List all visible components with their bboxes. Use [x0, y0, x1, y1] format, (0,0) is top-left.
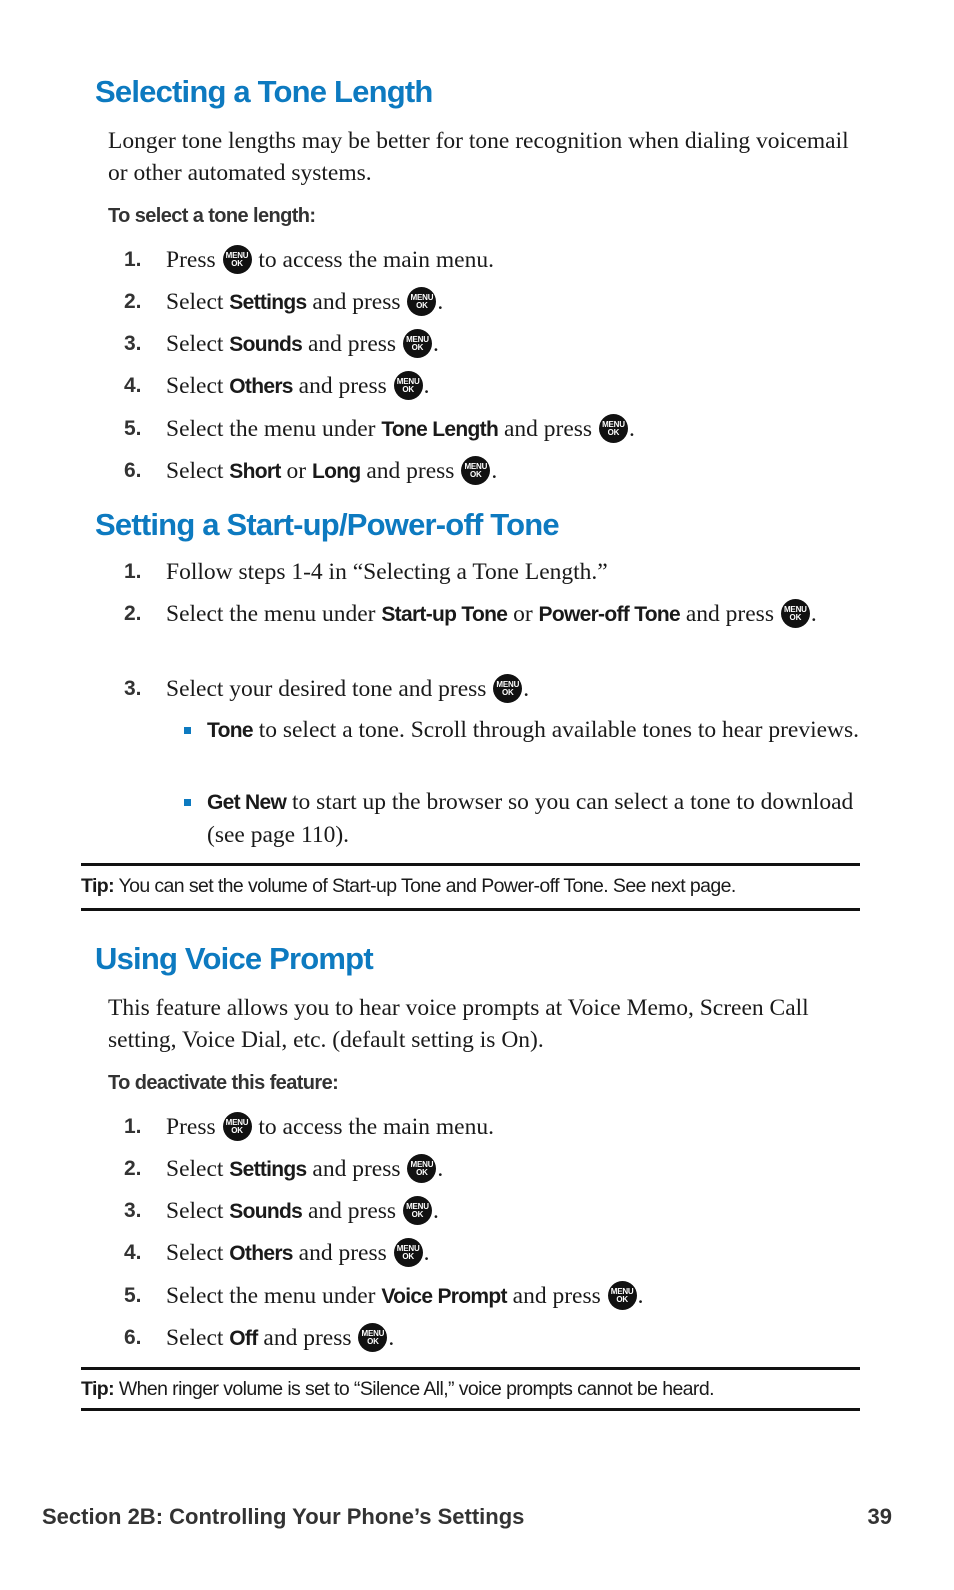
tip-box [81, 1367, 860, 1411]
bullet-square-icon [184, 799, 191, 806]
step-text: Select [166, 289, 224, 315]
step-number: 3. [124, 677, 142, 700]
step-item [124, 598, 860, 631]
step-number: 2. [124, 1157, 142, 1180]
menu-ok-key-icon: MENU OK [403, 329, 432, 358]
intro-voice-prompt: This feature allows you to hear voice prompts at Voice Memo, Screen Call setting, Voice Dial, etc. (default setting is On). [108, 995, 809, 1053]
step-text: and press [298, 1240, 387, 1266]
step-text: and press [366, 458, 455, 484]
step-item [124, 673, 860, 705]
step-text: . [637, 1283, 644, 1309]
step-text: and press [307, 331, 397, 357]
step-item [124, 244, 860, 276]
step-text: to access the main menu. [258, 247, 494, 273]
step-item [124, 328, 860, 361]
menu-option-label: Get New [207, 791, 287, 814]
step-item [124, 1322, 860, 1355]
menu-option-label: Settings [229, 291, 307, 314]
menu-option-label: Settings [229, 1158, 307, 1181]
step-item [124, 370, 860, 403]
bullet-item [184, 786, 860, 851]
step-number: 2. [124, 602, 142, 625]
step-text: Select the menu under [166, 601, 376, 627]
menu-option-label: Others [229, 375, 293, 398]
step-text: Select the menu under [166, 416, 376, 442]
step-number: 5. [124, 1284, 142, 1307]
step-text: Select [166, 458, 224, 484]
step-number: 2. [124, 290, 142, 313]
step-text: Follow steps 1-4 in “Selecting a Tone Length.” [166, 559, 608, 585]
menu-ok-key-icon: MENU OK [599, 414, 628, 443]
footer-section-title: Section 2B: Controlling Your Phone’s Settings [42, 1504, 525, 1529]
step-text: Select [166, 1156, 224, 1182]
page-number: 39 [867, 1504, 892, 1529]
step-text: and press [312, 289, 401, 315]
tip-text: When ringer volume is set to “Silence All,” voice prompts cannot be heard. [118, 1378, 714, 1400]
step-text: . [437, 1156, 444, 1182]
menu-ok-key-icon: MENU OK [403, 1196, 432, 1225]
menu-ok-key-icon: MENU OK [223, 245, 252, 274]
intro-tone-length: Longer tone lengths may be better for tone recognition when dialing voicemail or other automated systems. [108, 128, 849, 186]
menu-option-label: Off [229, 1327, 258, 1350]
menu-option-label: Tone [207, 719, 253, 742]
step-number: 6. [124, 1326, 142, 1349]
step-text: Select [166, 373, 224, 399]
step-text: or [286, 458, 307, 484]
step-text: Select [166, 1240, 224, 1266]
menu-ok-key-icon: MENU OK [407, 287, 436, 316]
step-text: . [432, 331, 439, 357]
step-text: . [437, 289, 444, 315]
step-item [124, 1195, 860, 1228]
step-text: Select [166, 1325, 224, 1351]
step-number: 4. [124, 1241, 142, 1264]
menu-option-label: Voice Prompt [381, 1285, 507, 1308]
step-text: Press [166, 1114, 216, 1140]
step-text: . [491, 458, 498, 484]
menu-ok-key-icon: MENU OK [781, 599, 810, 628]
menu-option-label: Tone Length [381, 418, 499, 441]
menu-ok-key-icon: MENU OK [608, 1281, 637, 1310]
step-text: . [432, 1198, 439, 1224]
menu-option-label: Long [311, 460, 361, 483]
step-item [124, 556, 860, 588]
heading-selecting-tone-length: Selecting a Tone Length [95, 74, 433, 109]
step-text: and press [685, 601, 774, 627]
step-text: Select [166, 331, 224, 357]
bullet-square-icon [184, 727, 191, 734]
step-number: 5. [124, 417, 142, 440]
step-item [124, 1111, 860, 1143]
step-text: . [523, 676, 530, 702]
subheading-deactivate-feature: To deactivate this feature: [108, 1072, 339, 1094]
step-text: and press [307, 1198, 397, 1224]
step-text: Select your desired tone and press [166, 676, 487, 702]
step-text: to access the main menu. [258, 1114, 494, 1140]
step-text: . [423, 1240, 430, 1266]
heading-startup-poweroff-tone: Setting a Start-up/Power-off Tone [95, 507, 559, 542]
heading-using-voice-prompt: Using Voice Prompt [95, 941, 373, 976]
menu-option-label: Start-up Tone [381, 603, 508, 626]
step-item [124, 413, 860, 446]
menu-option-label: Sounds [229, 333, 303, 356]
menu-ok-key-icon: MENU OK [493, 674, 522, 703]
step-text: Select the menu under [166, 1283, 376, 1309]
tip-text: You can set the volume of Start-up Tone and Power-off Tone. See next page. [118, 875, 736, 897]
step-number: 3. [124, 1199, 142, 1222]
menu-ok-key-icon: MENU OK [223, 1112, 252, 1141]
step-text: . [423, 373, 430, 399]
step-text: and press [298, 373, 387, 399]
menu-ok-key-icon: MENU OK [461, 456, 490, 485]
step-text: Select [166, 1198, 224, 1224]
step-number: 1. [124, 560, 142, 583]
step-item [124, 1280, 860, 1313]
menu-ok-key-icon: MENU OK [407, 1154, 436, 1183]
step-text: or [513, 601, 533, 627]
step-item [124, 455, 860, 488]
step-text: and press [512, 1283, 601, 1309]
tip-label: Tip: [81, 875, 114, 897]
subheading-select-tone-length: To select a tone length: [108, 205, 316, 227]
step-text: Press [166, 247, 216, 273]
menu-option-label: Others [229, 1242, 293, 1265]
step-number: 3. [124, 332, 142, 355]
step-text: . [388, 1325, 395, 1351]
step-item [124, 286, 860, 319]
step-text: . [628, 416, 635, 442]
bullet-text: to start up the browser so you can select a tone to download (see page 110). [207, 789, 854, 848]
tip-label: Tip: [81, 1378, 114, 1400]
menu-option-label: Sounds [229, 1200, 303, 1223]
menu-ok-key-icon: MENU OK [394, 371, 423, 400]
menu-option-label: Power-off Tone [538, 603, 680, 626]
step-number: 1. [124, 1115, 142, 1138]
step-number: 1. [124, 248, 142, 271]
menu-ok-key-icon: MENU OK [394, 1238, 423, 1267]
step-text: and press [503, 416, 593, 442]
step-number: 6. [124, 459, 142, 482]
bullet-item [184, 714, 860, 747]
step-item [124, 1237, 860, 1270]
bullet-text: to select a tone. Scroll through available tones to hear previews. [258, 717, 860, 743]
step-number: 4. [124, 374, 142, 397]
step-text: and press [263, 1325, 352, 1351]
tip-box [81, 863, 860, 911]
step-item [124, 1153, 860, 1186]
menu-ok-key-icon: MENU OK [358, 1323, 387, 1352]
menu-option-label: Short [229, 460, 281, 483]
step-text: . [810, 601, 817, 627]
step-text: and press [312, 1156, 401, 1182]
